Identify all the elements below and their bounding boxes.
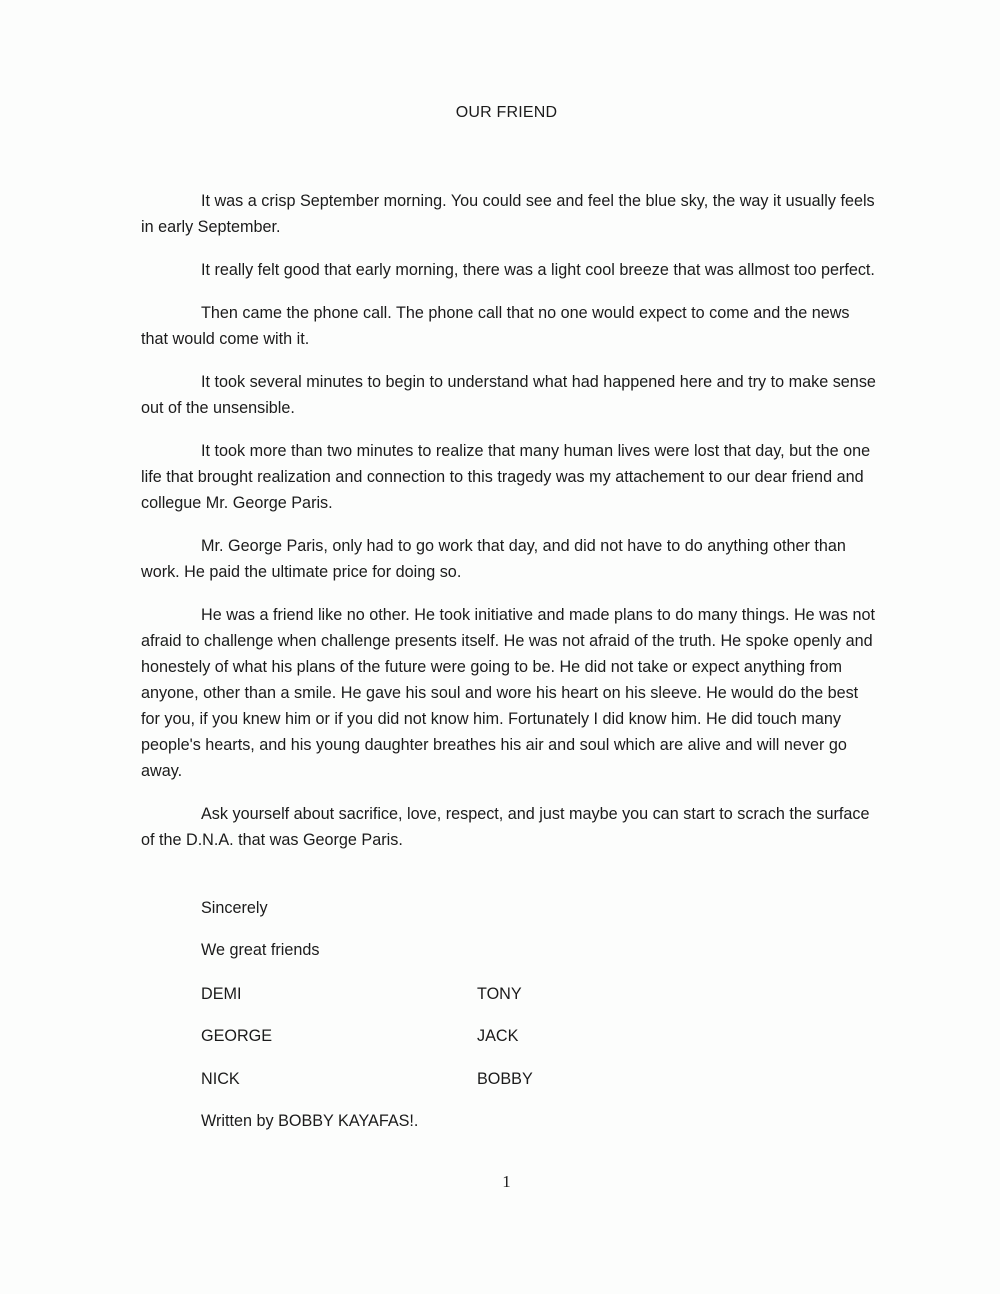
letter-body [141, 188, 877, 870]
page-number: 1 [502, 1172, 511, 1191]
signature-left-2: GEORGE [201, 1027, 273, 1045]
paragraph-4: It took several minutes to begin to understand what had happened here and try to make sense out of the unsensible. [141, 373, 876, 417]
signature-left-3: NICK [201, 1070, 240, 1088]
signature-left-1: DEMI [201, 985, 242, 1003]
paragraph-5: It took more than two minutes to realize that many human lives were lost that day, but the one life that brought realization and connection to this tragedy was my attachement to our dear friend and collegue Mr. George Paris. [141, 442, 871, 512]
paragraph-8: Ask yourself about sacrifice, love, respect, and just maybe you can start to scrach the surface of the D.N.A. that was George Paris. [141, 805, 870, 849]
paragraph-2: It really felt good that early morning, there was a light cool breeze that was allmost too perfect. [201, 261, 875, 279]
paragraph-6: Mr. George Paris, only had to go work that day, and did not have to do anything other than work. He paid the ultimate price for doing so. [141, 537, 846, 581]
paragraph-3: Then came the phone call. The phone call that no one would expect to come and the news that would come with it. [141, 304, 850, 348]
closing-line: Sincerely [201, 899, 268, 917]
paragraph-7: He was a friend like no other. He took initiative and made plans to do many things. He was not afraid to challenge when challenge presents itself. He was not afraid of the truth. He spoke openly and honestely of what his plans of the future were going to be. He did not take or expect anything from anyone, other than a smile. He gave his soul and wore his heart on his sleeve. He would do the best for you, if you knew him or if you did not know him. Fortunately I did know him. He did touch many people's hearts, and his young daughter breathes his air and soul which are alive and will never go away. [141, 606, 875, 780]
paragraph-1: It was a crisp September morning. You could see and feel the blue sky, the way it usually feels in early September. [141, 192, 875, 236]
signature-right-3: BOBBY [477, 1070, 533, 1088]
author-line: Written by BOBBY KAYAFAS!. [201, 1112, 419, 1130]
document-title: OUR FRIEND [455, 104, 558, 121]
group-line: We great friends [201, 941, 320, 959]
signature-right-1: TONY [477, 985, 522, 1003]
signature-right-2: JACK [477, 1027, 519, 1045]
